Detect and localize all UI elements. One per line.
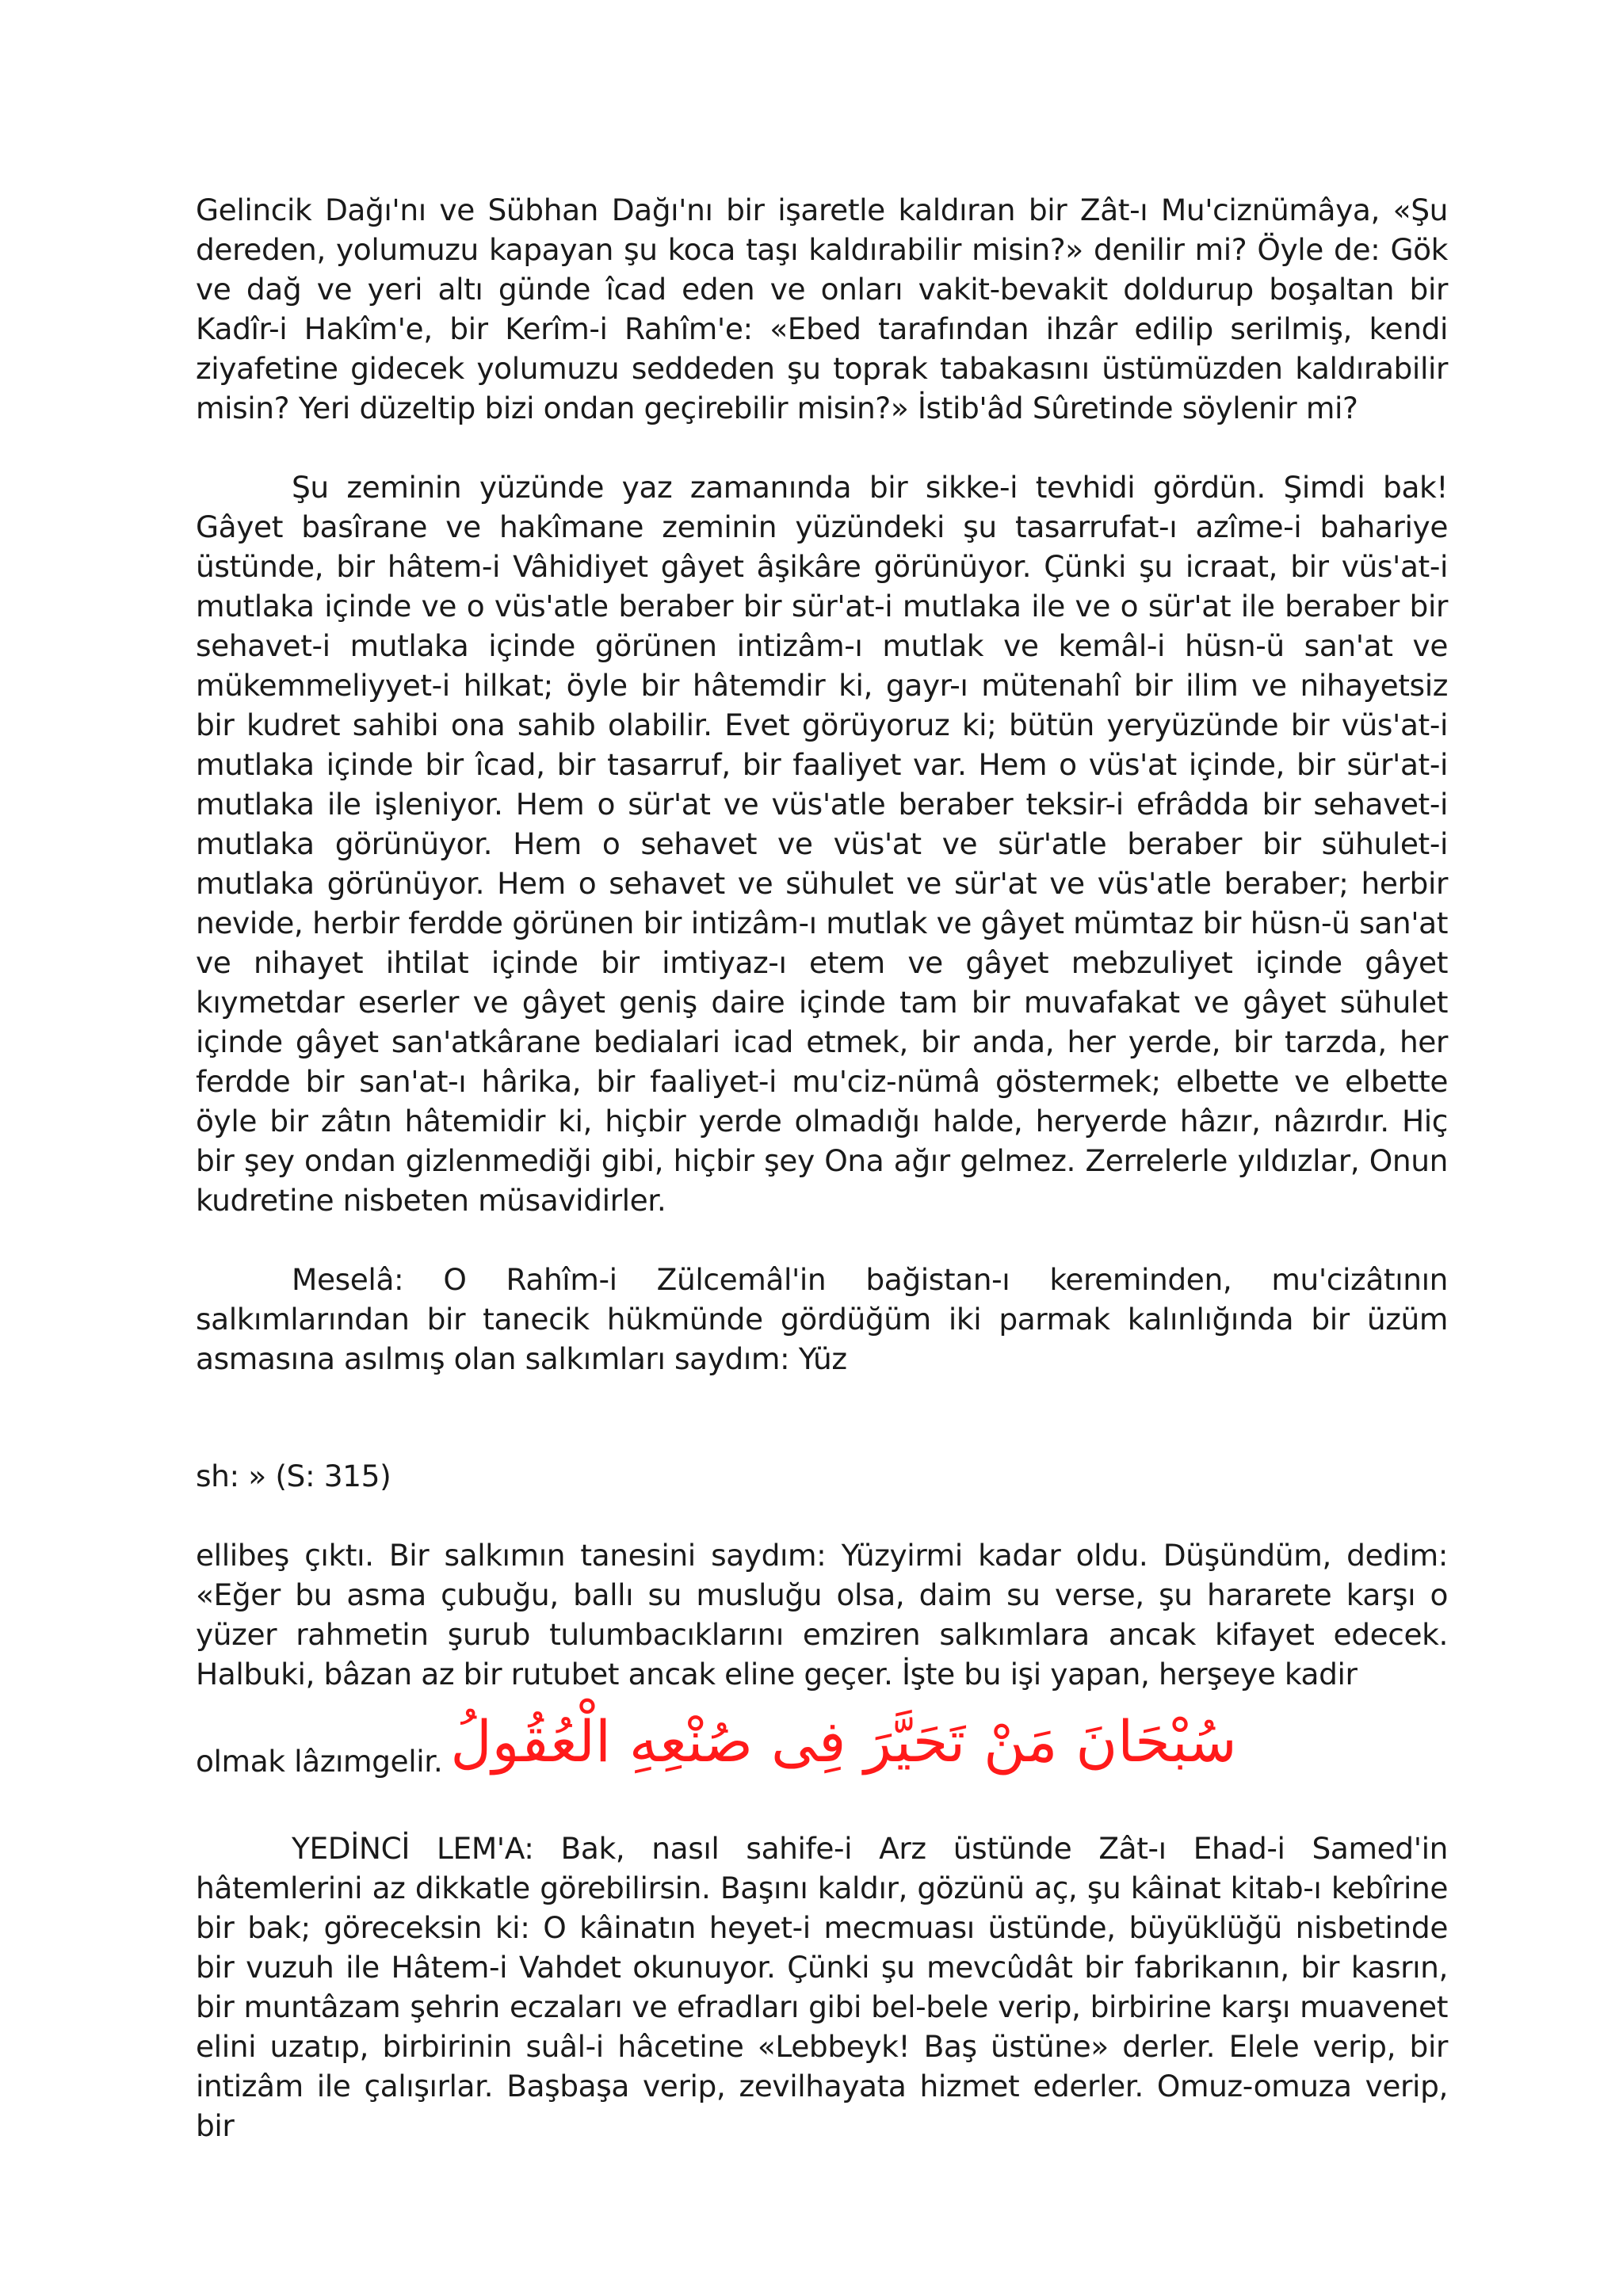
paragraph-5: YEDİNCİ LEM'A: Bak, nasıl sahife-i Arz üstünde Zât-ı Ehad-i Samed'in hâtemlerini az dikkatle görebilirsin. Başını kaldır, gözünü aç, şu kâinat kitab-ı kebîrine bir bak; göreceksin ki: O kâinatın heyet-i mecmuası üstünde, büyüklüğü nisbetinde bir vuzuh ile Hâtem-i Vahdet okunuyor. Çünki şu mevcûdât bir fabrikanın, bir kasrın, bir muntâzam şehrin eczaları ve efradları gibi bel-bele verip, birbirine karşı muavenet elini uzatıp, birbirinin suâl-i hâcetine «Lebbeyk! Baş üstüne» derler. Elele verip, bir intizâm ile çalışırlar. Başbaşa verip, zevilhayata hizmet ederler. Omuz-omuza verip, bir [196,1831,1448,2143]
arabic-line [196,1702,1448,1781]
page-upper-section [196,190,1448,1379]
paragraph-4-end: olmak lâzımgelir. [196,1744,443,1779]
paragraph-1: Gelincik Dağı'nı ve Sübhan Dağı'nı bir işaretle kaldıran bir Zât-ı Mu'ciznümâya, «Şu dereden, yolumuzu kapayan şu koca taşı kaldırabilir misin?» denilir mi? Öyle de: Gök ve dağ ve yeri altı günde îcad eden ve onları vakit-bevakit doldurup boşaltan bir Kadîr-i Hakîm'e, bir Kerîm-i Rahîm'e: «Ebed tarafından ihzâr edilip serilmiş, kendi ziyafetine gidecek yolumuzu seddeden şu toprak tabakasını üstümüzden kaldırabilir misin? Yeri düzeltip bizi ondan geçirebilir misin?» İstib'âd Sûretinde söylenir mi? [196,193,1448,425]
arabic-phrase: سُبْحَانَ مَنْ تَحَيَّرَ فِى صُنْعِهِ الْعُقُولُ [450,1708,1237,1775]
paragraph-2: Şu zeminin yüzünde yaz zamanında bir sikke-i tevhidi gördün. Şimdi bak! Gâyet basîrane ve hakîmane zeminin yüzündeki şu tasarrufat-ı azîme-i bahariye üstünde, bir hâtem-i Vâhidiyet gâyet âşikâre görünüyor. Çünki şu icraat, bir vüs'at-i mutlaka içinde ve o vüs'atle beraber bir sür'at-i mutlaka ile ve o sür'at ile beraber bir sehavet-i mutlaka içinde görünen intizâm-ı mutlak ve kemâl-i hüsn-ü san'at ve mükemmeliyyet-i hilkat; öyle bir hâtemdir ki, gayr-ı mütenahî bir ilim ve nihayetsiz bir kudret sahibi ona sahib olabilir. Evet görüyoruz ki; bütün yeryüzünde bir vüs'at-i mutlaka içinde bir îcad, bir tasarruf, bir faaliyet var. Hem o vüs'at içinde, bir sür'at-i mutlaka ile işleniyor. Hem o sür'at ve vüs'atle beraber teksir-i efrâdda bir sehavet-i mutlaka görünüyor. Hem o sehavet ve vüs'at ve sür'atle beraber bir sühulet-i mutlaka görünüyor. Hem o sehavet ve sühulet ve sür'at ve vüs'atle beraber; herbir nevide, herbir ferdde görünen bir intizâm-ı mutlak ve gâyet mümtaz bir hüsn-ü san'at ve nihayet ihtilat içinde bir imtiyaz-ı etem ve gâyet mebzuliyet içinde gâyet kıymetdar eserler ve gâyet geniş daire içinde tam bir muvafakat ve gâyet sühulet içinde gâyet san'atkârane bedialari icad etmek, bir anda, her yerde, bir tarzda, her ferdde bir san'at-ı hârika, bir faaliyet-i mu'ciz-nümâ göstermek; elbette ve elbette öyle bir zâtın hâtemidir ki, hiçbir yerde olmadığı halde, heryerde hâzır, nâzırdır. Hiç bir şey ondan gizlenmediği gibi, hiçbir şey Ona ağır gelmez. Zerrelerle yıldızlar, Onun kudretine nisbeten müsavidirler. [196,470,1448,1218]
paragraph-4: ellibeş çıktı. Bir salkımın tanesini saydım: Yüzyirmi kadar oldu. Düşündüm, dedim: «Eğer bu asma çubuğu, ballı su musluğu olsa, daim su verse, şu hararete karşı o yüzer rahmetin şurub tulumbacıklarını emziren salkımlara ancak kifayet edecek. Halbuki, bâzan az bir rutubet ancak eline geçer. İşte bu işi yapan, herşeye kadir [196,1538,1448,1691]
paragraph-3: Meselâ: O Rahîm-i Zülcemâl'in bağistan-ı kereminden, mu'cizâtının salkımlarından bir tanecik hükmünde gördüğüm iki parmak kalınlığında bir üzüm asmasına asılmış olan salkımları saydım: Yüz [196,1262,1448,1376]
page-marker: sh: » (S: 315) [196,1459,391,1493]
page-lower-section [196,1535,1448,2145]
